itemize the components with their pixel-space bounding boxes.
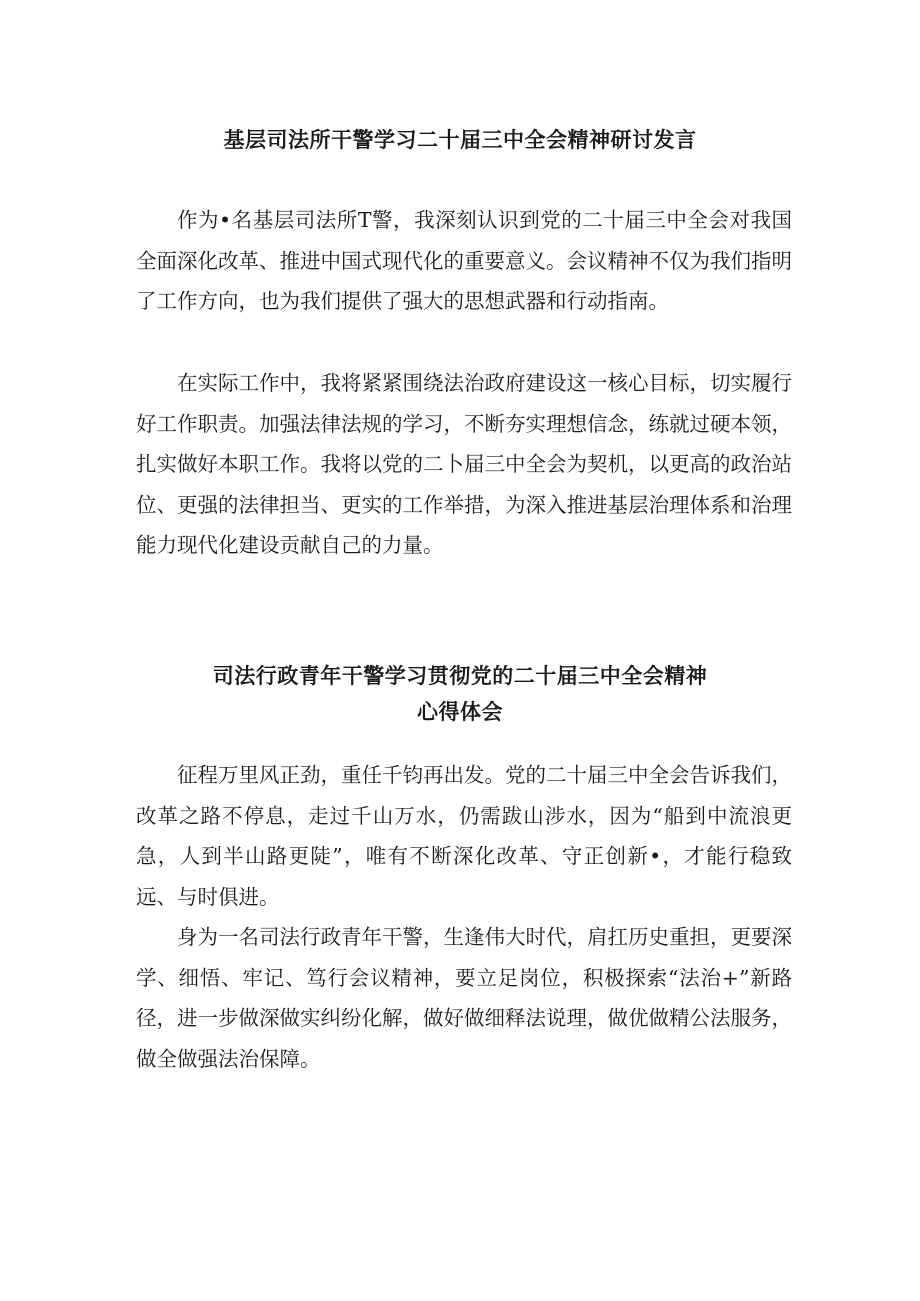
section-title-2-line-2: 心得体会 — [417, 700, 503, 725]
section-title-1-line-1: 基层司法所干警学习二十届三中全会精神研讨发言 — [223, 128, 697, 153]
section-2-paragraph-2: 身为一名司法行政青年干警，生逢伟大时代，肩扛历史重担，更要深学、细悟、牢记、笃行会议精神，要立足岗位，积极探索“法治+”新路径，进一步做深做实纠纷化解，做好做细释法说理，做优做精公法服务，做全做强法治保障。 — [136, 925, 792, 1071]
section-1-paragraph-2: 在实际工作中，我将紧紧围绕法治政府建设这一核心目标，切实履行好工作职责。加强法律法规的学习，不断夯实理想信念，练就过硬本领，扎实做好本职工作。我将以党的二卜届三中全会为契机，以更高的政治站位、更强的法律担当、更实的工作举措，为深入推进基层治理体系和治理能力现代化建设贡献自己的力量。 — [136, 371, 792, 557]
section-2-paragraph-1: 征程万里风正劲，重任千钧再出发。党的二十届三中全会告诉我们，改革之路不停息，走过千山万水，仍需跋山涉水，因为“船到中流浪更急，人到半山路更陡”，唯有不断深化改革、守正创新•，才能行稳致远、与时俱进。 — [136, 763, 792, 909]
section-title-2-line-1: 司法行政青年干警学习贯彻党的二十届三中全会精神 — [212, 664, 708, 689]
section-title-2 — [0, 658, 920, 730]
section-1-paragraph-1: 作为•名基层司法所T警，我深刻认识到党的二十届三中全会对我国全面深化改革、推进中国式现代化的重要意义。会议精神不仅为我们指明了工作方向，也为我们提供了强大的思想武器和行动指南。 — [136, 208, 792, 313]
section-title-1 — [0, 122, 920, 158]
